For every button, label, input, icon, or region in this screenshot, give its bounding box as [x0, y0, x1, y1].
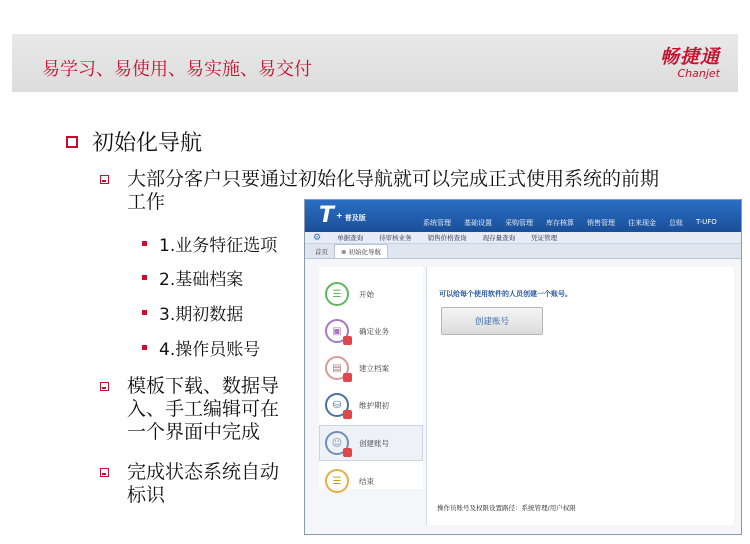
tab-init-nav[interactable]: ⊗ 初始化导航	[334, 244, 388, 258]
gear-icon[interactable]: ⚙	[313, 232, 322, 243]
app-window	[304, 199, 742, 535]
sub-item: 1.业务特征选项	[142, 231, 277, 256]
step-start[interactable]: ☰ 开始	[325, 282, 374, 306]
toolbar-item[interactable]: 凭证管理	[531, 234, 558, 242]
logo-en-text: Chanjet	[677, 67, 720, 80]
toolbar-item[interactable]: 待审核业务	[379, 234, 412, 242]
square-bullet-icon	[142, 310, 147, 315]
bullet-marker-icon	[100, 175, 109, 184]
menu-item[interactable]: 库存核算	[546, 219, 574, 227]
bullet-3: 完成状态系统自动 标识	[100, 461, 279, 507]
menu-item[interactable]: 销售管理	[587, 219, 615, 227]
bullet-marker-icon	[100, 382, 109, 391]
step-create-account[interactable]: ☺ 创建账号	[319, 425, 423, 461]
menu-item[interactable]: 总账	[669, 219, 683, 227]
content-instruction: 可以给每个使用软件的人员创建一个账号。	[439, 290, 572, 298]
bullet-1-line-2: 工作	[127, 191, 166, 213]
content-panel	[426, 267, 734, 525]
permission-path-note: 操作员账号及权限设置路径：系统管理/用户权限	[437, 504, 576, 512]
step-business[interactable]: ▣ 确定业务	[325, 319, 389, 343]
bullet-marker-icon	[100, 468, 109, 477]
slogan: 易学习、易使用、易实施、易交付	[42, 59, 312, 80]
square-bullet-icon	[142, 275, 147, 280]
app-brand: T + 普及版	[319, 203, 366, 228]
main-menu	[423, 218, 717, 228]
document-icon: ▤	[325, 356, 349, 380]
tab-home[interactable]: 首页	[315, 248, 328, 256]
square-bullet-icon	[66, 136, 78, 148]
heading-text: 初始化导航	[92, 131, 203, 156]
step-opening[interactable]: ⛁ 维护期初	[325, 393, 389, 417]
user-icon: ☺	[325, 431, 349, 455]
list-icon: ☰	[325, 282, 349, 306]
tab-bar	[305, 244, 741, 259]
header-banner	[12, 34, 738, 92]
bullet-1-line-1: 大部分客户只要通过初始化导航就可以完成正式使用系统的前期	[127, 168, 660, 190]
database-icon: ⛁	[325, 393, 349, 417]
square-bullet-icon	[142, 241, 147, 246]
step-archive[interactable]: ▤ 建立档案	[325, 356, 389, 380]
menu-item[interactable]: 采购管理	[505, 219, 533, 227]
menu-item[interactable]: T-UFO	[696, 218, 717, 226]
create-account-button[interactable]: 创建账号	[441, 307, 543, 335]
sub-item: 4.操作员账号	[142, 335, 260, 360]
toolbar-item[interactable]: 单据查询	[337, 234, 364, 242]
menu-item[interactable]: 系统管理	[423, 219, 451, 227]
menu-item[interactable]: 基础设置	[464, 219, 492, 227]
init-steps-panel	[319, 267, 423, 489]
step-finish[interactable]: ☰ 结束	[325, 469, 374, 493]
checklist-icon: ☰	[325, 469, 349, 493]
bullet-2: 模板下载、数据导 入、手工编辑可在 一个界面中完成	[100, 375, 279, 444]
toolbar-item[interactable]: 现存量查询	[482, 234, 516, 242]
logo-cn-text: 畅捷通	[659, 46, 720, 68]
sub-item: 2.基础档案	[142, 265, 243, 290]
briefcase-icon: ▣	[325, 319, 349, 343]
chanjet-logo	[660, 42, 720, 80]
toolbar-item[interactable]: 销售价格查询	[427, 234, 467, 242]
menu-item[interactable]: 往来现金	[628, 219, 656, 227]
square-bullet-icon	[142, 345, 147, 350]
sub-item: 3.期初数据	[142, 300, 243, 325]
app-title-bar	[305, 200, 741, 232]
slide-heading	[66, 126, 202, 157]
quick-toolbar	[305, 232, 741, 244]
